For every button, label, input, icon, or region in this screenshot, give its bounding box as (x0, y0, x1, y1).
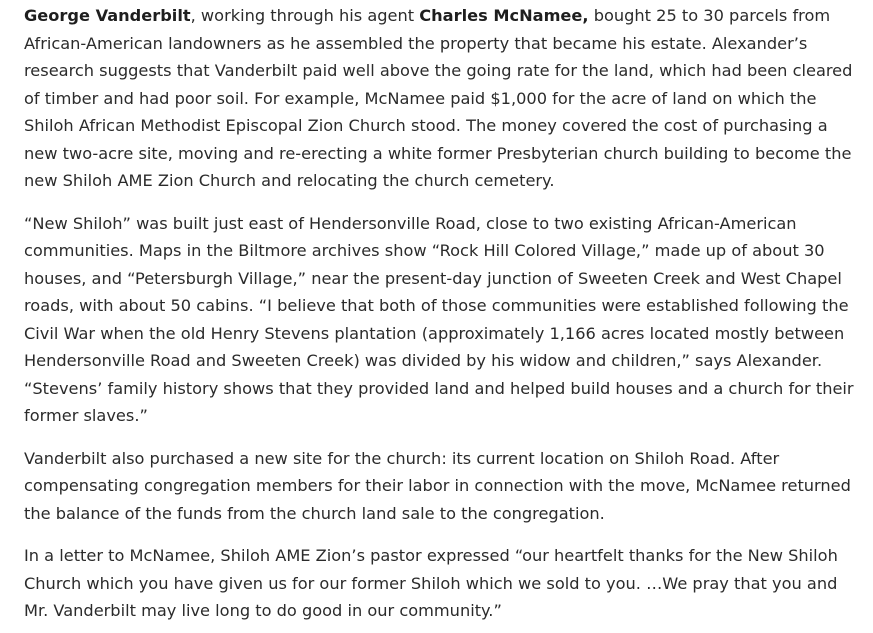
paragraph-text: In a letter to McNamee, Shiloh AME Zion’s pastor expressed “our heartfelt thanks for the New Shiloh Church which you have given us for our former Shiloh which we sold to you. …We pray that you and Mr. Vanderbilt may live long to do good in our community.” (24, 546, 838, 620)
paragraph-3 (24, 445, 859, 528)
paragraph-text: bought 25 to 30 parcels from African-American landowners as he assembled the property that became his estate. Alexander’s research suggests that Vanderbilt paid well above the going rate for the land, which had been cleared of timber and had poor soil. For example, McNamee paid $1,000 for the acre of land on which the Shiloh African Methodist Episcopal Zion Church stood. The money covered the cost of purchasing a new two-acre site, moving and re-erecting a white former Presbyterian church building to become the new Shiloh AME Zion Church and relocating the church cemetery. (24, 6, 853, 190)
paragraph-text: “New Shiloh” was built just east of Hendersonville Road, close to two existing African-American communities. Maps in the Biltmore archives show “Rock Hill Colored Village,” made up of about 30 houses, and “Petersburgh Village,” near the present-day junction of Sweeten Creek and West Chapel roads, with about 50 cabins. “I believe that both of those communities were established following the Civil War when the old Henry Stevens plantation (approximately 1,166 acres located mostly between Hendersonville Road and Sweeten Creek) was divided by his widow and children,” says Alexander. “Stevens’ family history shows that they provided land and helped build houses and a church for their former slaves.” (24, 213, 854, 425)
article-body (0, 2, 873, 625)
person-name-george-vanderbilt: George Vanderbilt (24, 6, 191, 25)
paragraph-1 (24, 2, 859, 195)
paragraph-text: , working through his agent (190, 6, 420, 25)
paragraph-text: Vanderbilt also purchased a new site for the church: its current location on Shiloh Road. After compensating congregation members for their labor in connection with the move, McNamee returned the balance of the funds from the church land sale to the congregation. (24, 448, 851, 523)
paragraph-4 (24, 542, 859, 625)
paragraph-2 (24, 210, 859, 430)
person-name-charles-mcnamee: Charles McNamee, (419, 6, 589, 25)
